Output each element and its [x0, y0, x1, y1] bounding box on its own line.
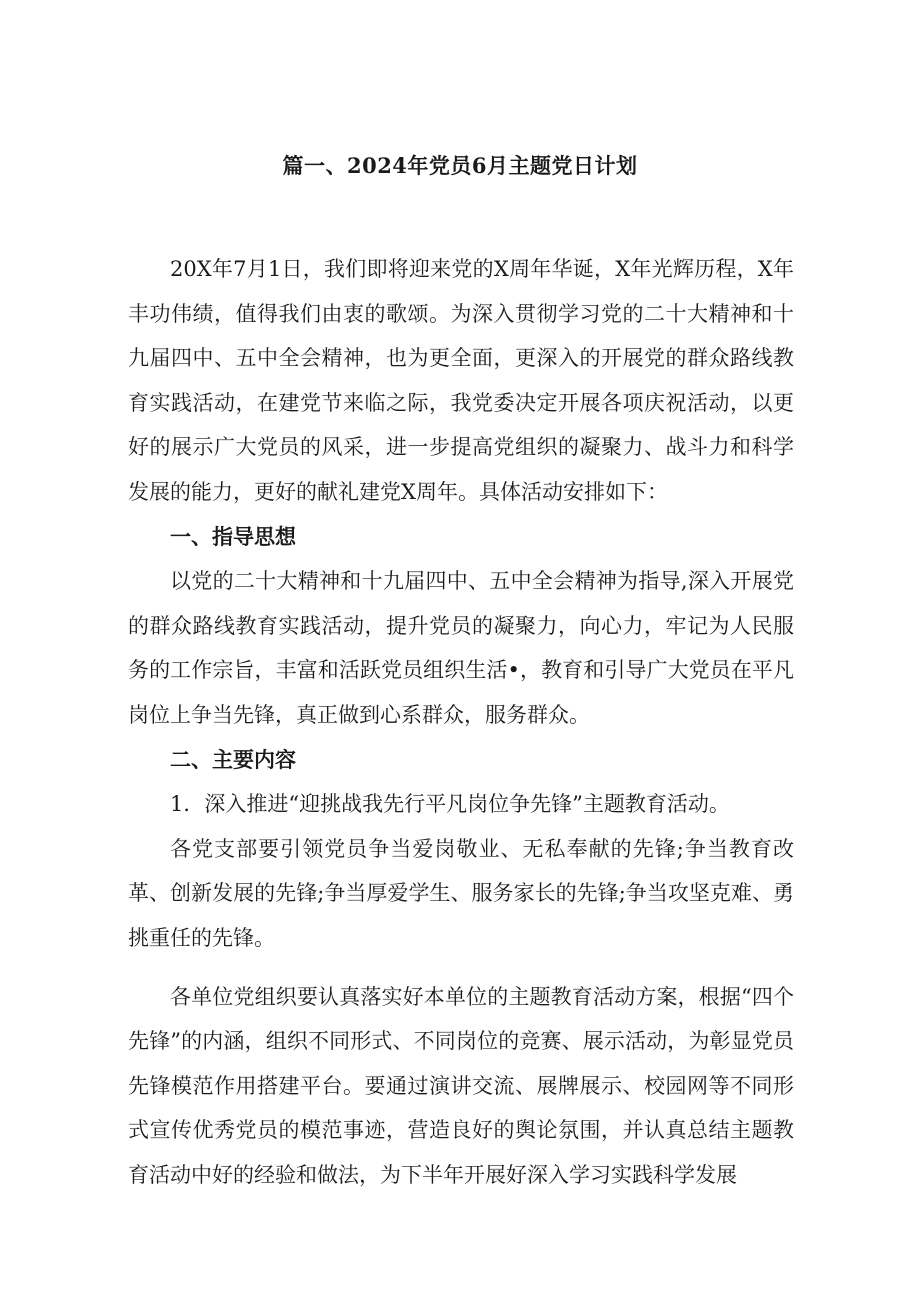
main-content-item-1: 1．深入推进“迎挑战我先行平凡岗位争先锋”主题教育活动。	[170, 792, 730, 817]
section-heading-guiding-ideology: 一、指导思想	[170, 523, 296, 549]
section-heading-main-content: 二、主要内容	[170, 746, 296, 772]
party-organization-paragraph: 各单位党组织要认真落实好本单位的主题教育活动方案，根据“四个先锋”的内涵，组织不同形式、不同岗位的竞赛、展示活动，为彰显党员先锋模范作用搭建平台。要通过演讲交流、展牌展示、校园网等不同形式宣传优秀党员的模范事迹，营造良好的舆论氛围，并认真总结主题教育活动中好的经验和做法，为下半年开展好深入学习实践科学发展	[128, 984, 794, 1187]
paragraph-gap	[128, 961, 794, 975]
intro-paragraph: 20X年7月1日，我们即将迎来党的X周年华诞，X年光辉历程，X年丰功伟绩，值得我们由衷的歌颂。为深入贯彻学习党的二十大精神和十九届四中、五中全会精神，也为更全面，更深入的开展党的群众路线教育实践活动，在建党节来临之际，我党委决定开展各项庆祝活动，以更好的展示广大党员的风采，进一步提高党组织的凝聚力、战斗力和科学发展的能力，更好的献礼建党X周年。具体活动安排如下：	[128, 257, 794, 504]
party-branch-paragraph: 各党支部要引领党员争当爱岗敬业、无私奉献的先锋;争当教育改革、创新发展的先锋;争当厚爱学生、服务家长的先锋;争当攻坚克难、勇挑重任的先锋。	[128, 836, 794, 950]
guiding-ideology-paragraph: 以党的二十大精神和十九届四中、五中全会精神为指导,深入开展党的群众路线教育实践活动，提升党员的凝聚力，向心力，牢记为人民服务的工作宗旨，丰富和活跃党员组织生活•，教育和引导广大党员在平凡岗位上争当先锋，真正做到心系群众，服务群众。	[128, 569, 794, 727]
document-body	[128, 247, 794, 1197]
document-title: 篇一、2024年党员6月主题党日计划	[282, 153, 638, 178]
